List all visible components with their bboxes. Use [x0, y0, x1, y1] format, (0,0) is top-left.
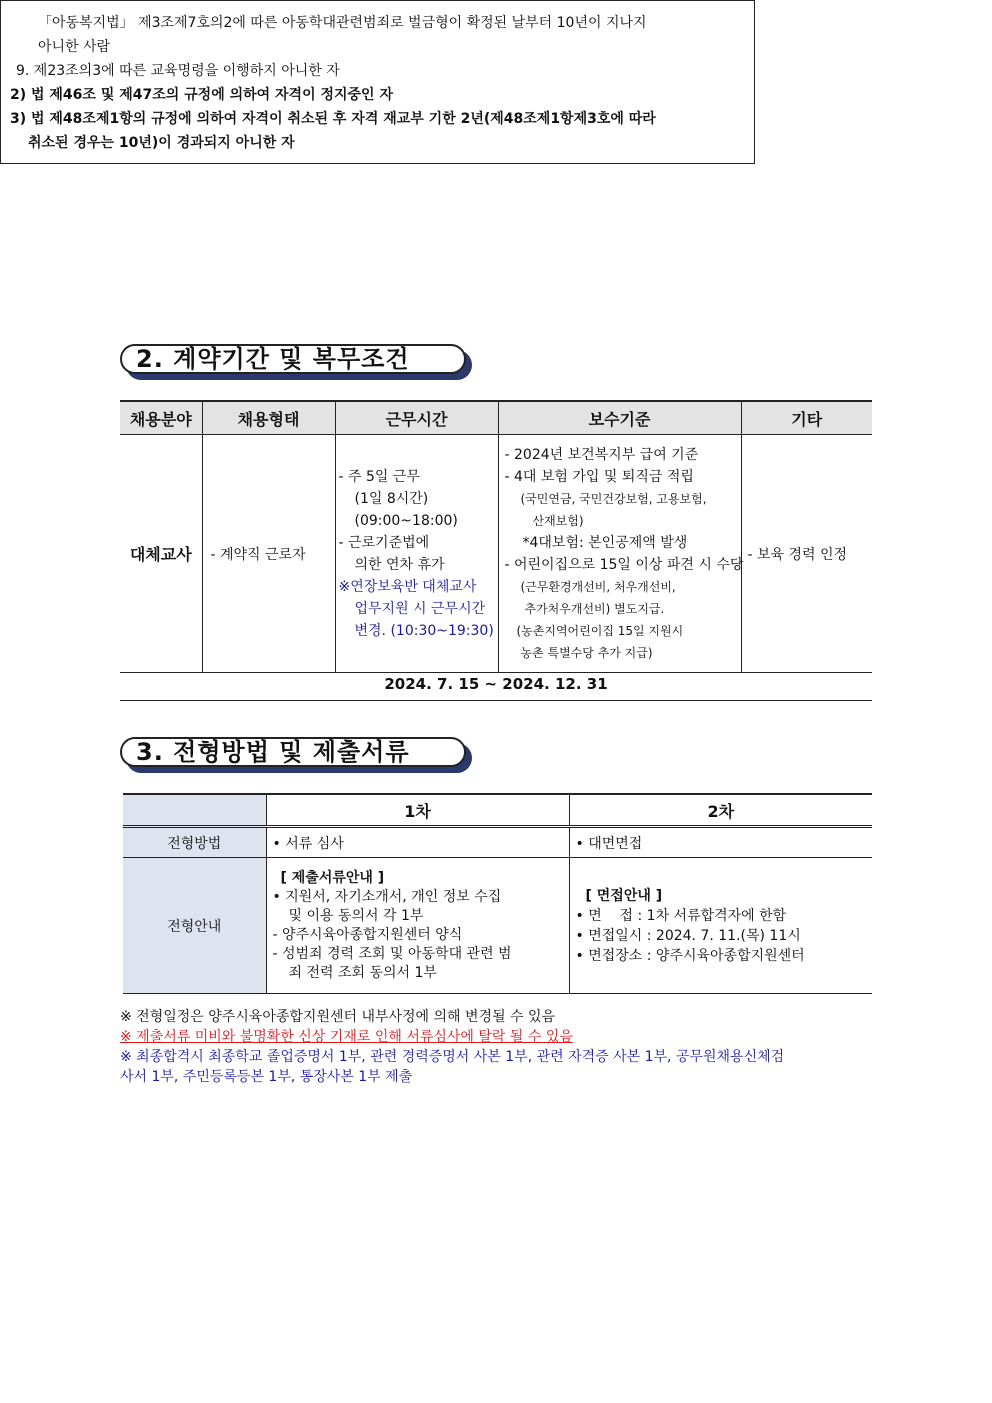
hours-note-line: 변경. (10:30~19:30) [354, 622, 494, 639]
header-round1: 1차 [266, 794, 569, 827]
hours-line: (1일 8시간) [354, 490, 429, 507]
docs-line: - 성범죄 경력 조회 및 아동학대 관련 범 [272, 945, 512, 962]
header-etc: 기타 [741, 401, 872, 435]
box-line-6: 취소된 경우는 10년)이 경과되지 아니한 자 [28, 135, 295, 151]
hours-note-line: 업무지원 시 근무시간 [354, 600, 486, 617]
header-hours: 근무시간 [335, 401, 498, 435]
note-final-docs-2: 사서 1부, 주민등록등본 1부, 통장사본 1부 제출 [120, 1069, 413, 1085]
pay-line: 추가처우개선비) 별도지급. [524, 601, 665, 616]
contract-table [120, 400, 872, 673]
selection-table [123, 793, 872, 994]
pay-line: - 어린이집으로 15일 이상 파견 시 수당 [504, 556, 744, 573]
docs-line: 죄 전력 조회 동의서 1부 [288, 964, 437, 981]
cell-hours [335, 435, 498, 673]
docs-line: • 지원서, 자기소개서, 개인 정보 수집 [272, 888, 502, 905]
cell-pay [498, 435, 744, 673]
note-warning: ※ 제출서류 미비와 불명확한 신상 기재로 인해 서류심사에 탈락 될 수 있음 [120, 1029, 573, 1045]
hours-note-line: ※연장보육반 대체교사 [338, 578, 477, 595]
docs-title: [ 제출서류안내 ] [280, 869, 385, 886]
box-line-1: 「아동복지법」 제3조제7호의2에 따른 아동학대관련범죄로 벌금형이 확정된 날부터 10년이 지나지 [38, 15, 647, 31]
cell-field: 대체교사 [120, 435, 202, 673]
contract-period: 2024. 7. 15 ~ 2024. 12. 31 [120, 669, 872, 701]
pay-line: (농촌지역어린이집 15일 지원시 [516, 623, 684, 638]
docs-cell [266, 858, 569, 994]
header-type: 채용형태 [202, 401, 335, 435]
section2-heading-text: 2. 계약기간 및 복무조건 [136, 345, 410, 373]
interview-line: • 면접일시 : 2024. 7. 11.(목) 11시 [575, 927, 801, 944]
note-final-docs-1: ※ 최종합격시 최종학교 졸업증명서 1부, 관련 경력증명서 사본 1부, 관련 자격증 사본 1부, 공무원채용신체검 [120, 1049, 785, 1065]
section3-heading [120, 737, 472, 771]
interview-line: • 면 접 : 1차 서류합격자에 한함 [575, 907, 787, 924]
docs-line: - 양주시육아종합지원센터 양식 [272, 926, 463, 943]
docs-line: 및 이용 동의서 각 1부 [288, 907, 424, 924]
pay-line: (국민연금, 국민건강보험, 고용보험, [520, 491, 707, 506]
box-line-2: 아니한 사람 [38, 39, 111, 55]
header-field: 채용분야 [120, 401, 202, 435]
guide-row [123, 858, 872, 994]
method-row [123, 827, 872, 858]
section3-heading-text: 3. 전형방법 및 제출서류 [136, 738, 410, 766]
pay-line: (근무환경개선비, 처우개선비, [520, 579, 676, 594]
selection-table-header [123, 794, 872, 827]
contract-table-row [120, 435, 872, 673]
pay-line: *4대보험: 본인공제액 발생 [522, 534, 688, 551]
box-line-4: 2) 법 제46조 및 제47조의 규정에 의하여 자격이 정지중인 자 [10, 87, 393, 103]
pay-line: 산재보험) [532, 513, 584, 528]
method-round2: • 대면면접 [569, 827, 872, 858]
header-pay: 보수기준 [498, 401, 741, 435]
interview-cell [569, 858, 872, 994]
disqualification-box [0, 0, 755, 164]
contract-table-header [120, 401, 872, 435]
method-label: 전형방법 [123, 827, 266, 858]
interview-line: • 면접장소 : 양주시육아종합지원센터 [575, 947, 805, 964]
header-round2: 2차 [569, 794, 872, 827]
section2-heading [120, 344, 472, 378]
box-line-5: 3) 법 제48조제1항의 규정에 의하여 자격이 취소된 후 자격 재교부 기한 2년(제48조제1항제3호에 따라 [10, 111, 656, 127]
cell-type: - 계약직 근로자 [202, 435, 335, 673]
pay-line: - 4대 보험 가입 및 퇴직금 적립 [504, 468, 694, 485]
hours-line: - 주 5일 근무 [338, 468, 420, 485]
interview-title: [ 면접안내 ] [585, 887, 663, 904]
hours-line: (09:00~18:00) [354, 512, 458, 529]
hours-line: 의한 연차 휴가 [354, 556, 445, 573]
pay-line: - 2024년 보건복지부 급여 기준 [504, 446, 699, 463]
cell-etc: - 보육 경력 인정 [741, 435, 872, 673]
pay-line: 농촌 특별수당 추가 지급) [520, 645, 653, 660]
note-schedule: ※ 전형일정은 양주시육아종합지원센터 내부사정에 의해 변경될 수 있음 [120, 1009, 556, 1025]
method-round1: • 서류 심사 [266, 827, 569, 858]
box-line-3: 9. 제23조의3에 따른 교육명령을 이행하지 아니한 자 [16, 63, 340, 79]
header-blank [123, 794, 266, 827]
hours-line: - 근로기준법에 [338, 534, 430, 551]
guide-label: 전형안내 [123, 858, 266, 994]
